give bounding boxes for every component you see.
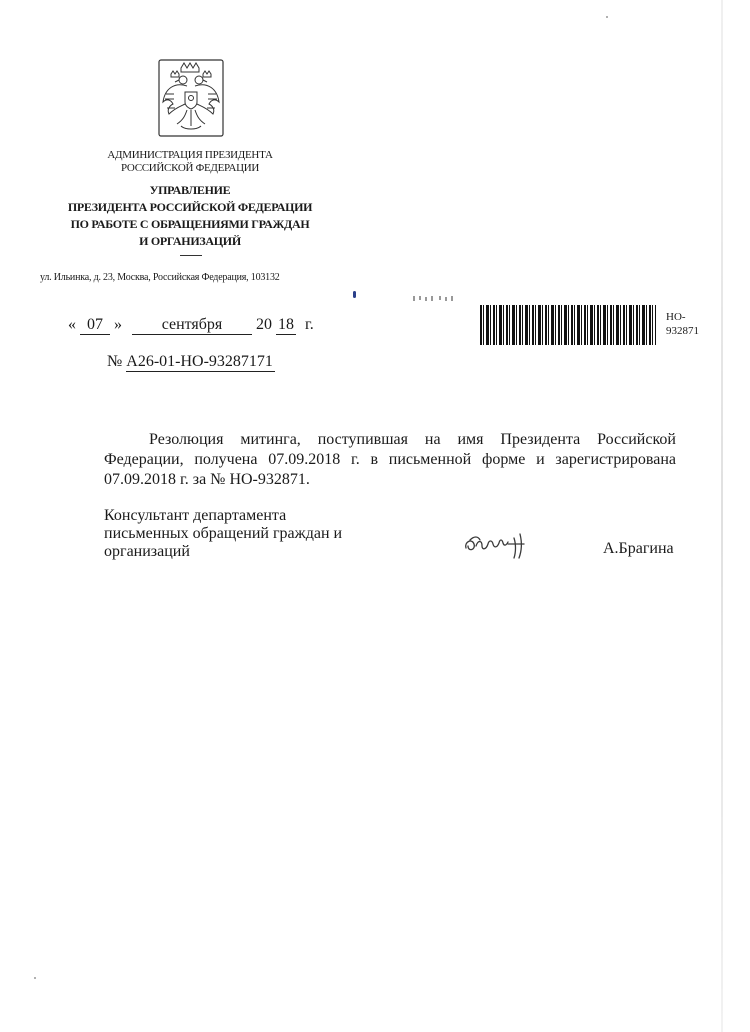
document-number [107,353,275,372]
letterhead-administration-line2: РОССИЙСКОЙ ФЕДЕРАЦИИ [120,162,260,174]
letterhead-administration-line1: АДМИНИСТРАЦИЯ ПРЕЗИДЕНТА [107,149,273,161]
resolution-text: Резолюция митинга, поступившая на имя Президента Российской Федерации, получена 07.09.2018 г. в письменной форме и зарегистрирована 07.09.2018 г. за № НО-932871. [104,431,676,488]
barcode-label-line2: 932871 [666,325,699,337]
letterhead-department-line1: УПРАВЛЕНИЕ [149,183,231,197]
coat-of-arms-icon [157,58,225,138]
barcode-label-line1: НО- [666,311,686,323]
signer-title-line3: организаций [104,543,190,560]
signer-title-line2: письменных обращений граждан и [104,525,343,542]
handwritten-signature-icon [462,528,542,560]
letterhead-department-line4: И ОРГАНИЗАЦИЙ [139,234,241,248]
scan-speck [606,16,608,18]
barcode-label [666,310,699,338]
letterhead-divider [180,255,202,256]
date-month: сентября [132,316,252,335]
letterhead-department-line3: ПО РАБОТЕ С ОБРАЩЕНИЯМИ ГРАЖДАН [70,217,310,231]
letterhead-address: ул. Ильинка, д. 23, Москва, Российская Федерация, 103132 [40,272,280,283]
date-open-quote: « [68,316,76,333]
scan-speck [34,977,36,979]
signer-name: А.Брагина [603,540,674,557]
date-close-quote: » [114,316,122,333]
barcode-icon [480,305,656,345]
date-day: 07 [80,316,110,335]
doc-number-value: А26-01-НО-93287171 [126,353,273,370]
date-year-suffix: 18 [278,316,294,333]
doc-number-prefix: № [107,353,123,370]
signer-title [104,507,342,561]
page-edge [721,0,723,1032]
date-year-unit: г. [305,316,314,333]
date-year-prefix: 20 [256,316,272,333]
letterhead-department-line2: ПРЕЗИДЕНТА РОССИЙСКОЙ ФЕДЕРАЦИИ [67,200,313,214]
cropped-stamp-icon [412,296,456,301]
ink-mark [353,291,356,298]
signer-title-line1: Консультант департамента [104,507,287,524]
document-date [68,316,314,335]
